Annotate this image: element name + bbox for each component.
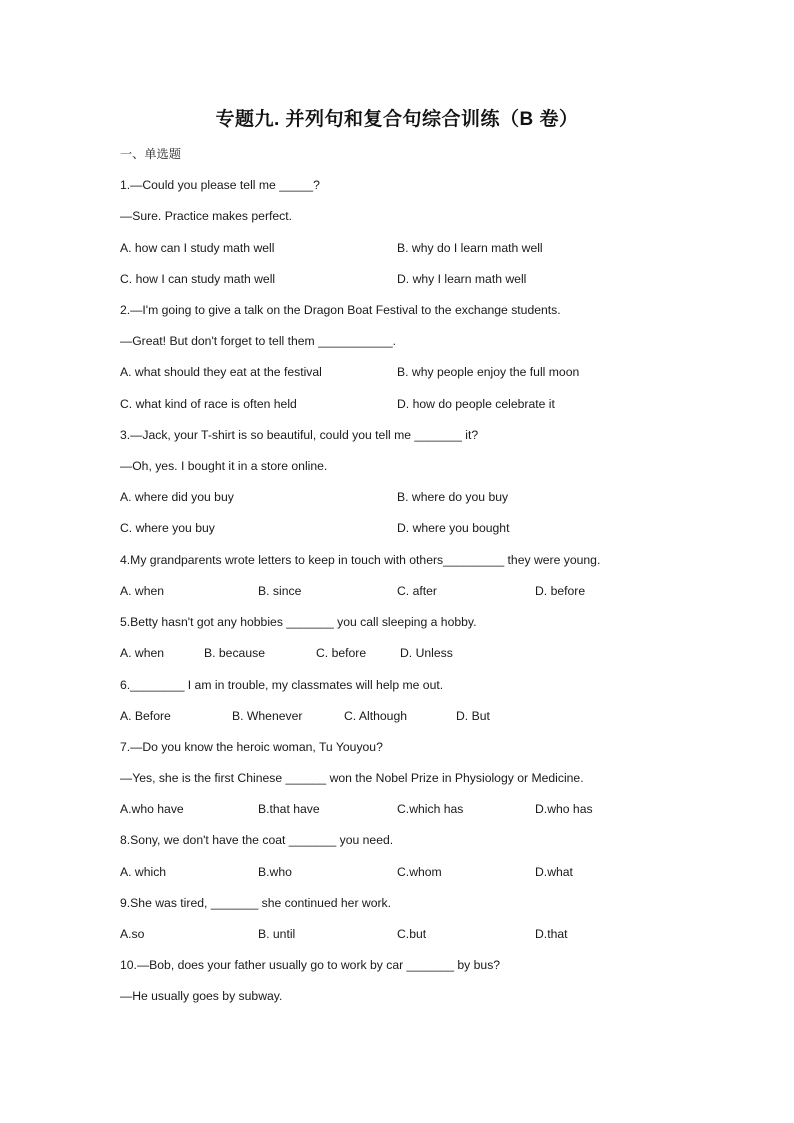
question-2-option-d[interactable]: D. how do people celebrate it bbox=[397, 397, 555, 411]
question-4-option-b[interactable]: B. since bbox=[258, 584, 302, 598]
page-title: 专题九. 并列句和复合句综合训练（B 卷） bbox=[215, 109, 579, 130]
question-6-option-b[interactable]: B. Whenever bbox=[232, 709, 303, 723]
question-6-stem: 6.________ I am in trouble, my classmates will help me out. bbox=[120, 678, 444, 692]
question-7-stem: 7.—Do you know the heroic woman, Tu Youyou? bbox=[120, 740, 383, 754]
question-9-option-a[interactable]: A.so bbox=[120, 927, 145, 941]
question-4-option-a[interactable]: A. when bbox=[120, 584, 165, 598]
question-8-option-d[interactable]: D.what bbox=[535, 865, 573, 879]
question-4-option-d[interactable]: D. before bbox=[535, 584, 586, 598]
question-3-option-b[interactable]: B. where do you buy bbox=[397, 490, 509, 504]
question-8-option-c[interactable]: C.whom bbox=[397, 865, 442, 879]
question-3-reply: —Oh, yes. I bought it in a store online. bbox=[120, 459, 328, 473]
question-8-option-b[interactable]: B.who bbox=[258, 865, 292, 879]
question-1-stem: 1.—Could you please tell me _____? bbox=[120, 178, 320, 192]
question-1-option-a[interactable]: A. how can I study math well bbox=[120, 241, 275, 255]
question-5-option-d[interactable]: D. Unless bbox=[400, 646, 453, 660]
question-2-reply: —Great! But don't forget to tell them ___________. bbox=[120, 334, 397, 348]
question-1-reply: —Sure. Practice makes perfect. bbox=[120, 209, 293, 223]
question-1-option-d[interactable]: D. why I learn math well bbox=[397, 272, 527, 286]
question-1-option-b[interactable]: B. why do I learn math well bbox=[397, 241, 543, 255]
question-9-option-c[interactable]: C.but bbox=[397, 927, 427, 941]
question-7-option-c[interactable]: C.which has bbox=[397, 802, 464, 816]
question-9-option-b[interactable]: B. until bbox=[258, 927, 296, 941]
question-1-option-c[interactable]: C. how I can study math well bbox=[120, 272, 276, 286]
question-8-stem: 8.Sony, we don't have the coat _______ you need. bbox=[120, 833, 394, 847]
question-7-option-b[interactable]: B.that have bbox=[258, 802, 320, 816]
question-2-stem: 2.—I'm going to give a talk on the Dragon Boat Festival to the exchange students. bbox=[120, 303, 561, 317]
question-9-option-d[interactable]: D.that bbox=[535, 927, 568, 941]
question-7-option-a[interactable]: A.who have bbox=[120, 802, 184, 816]
question-2-option-c[interactable]: C. what kind of race is often held bbox=[120, 397, 297, 411]
question-3-option-a[interactable]: A. where did you buy bbox=[120, 490, 234, 504]
question-5-option-a[interactable]: A. when bbox=[120, 646, 165, 660]
question-10-stem: 10.—Bob, does your father usually go to work by car _______ by bus? bbox=[120, 958, 501, 972]
question-7-reply: —Yes, she is the first Chinese ______ won the Nobel Prize in Physiology or Medicine. bbox=[120, 771, 584, 785]
question-4-option-c[interactable]: C. after bbox=[397, 584, 437, 598]
question-4-stem: 4.My grandparents wrote letters to keep in touch with others_________ they were young. bbox=[120, 553, 601, 567]
question-7-option-d[interactable]: D.who has bbox=[535, 802, 593, 816]
question-10-reply: —He usually goes by subway. bbox=[120, 989, 283, 1003]
question-2-option-a[interactable]: A. what should they eat at the festival bbox=[120, 365, 322, 379]
question-5-option-c[interactable]: C. before bbox=[316, 646, 367, 660]
question-9-stem: 9.She was tired, _______ she continued her work. bbox=[120, 896, 392, 910]
question-5-option-b[interactable]: B. because bbox=[204, 646, 265, 660]
question-6-option-d[interactable]: D. But bbox=[456, 709, 490, 723]
question-3-option-d[interactable]: D. where you bought bbox=[397, 521, 510, 535]
question-6-option-c[interactable]: C. Although bbox=[344, 709, 408, 723]
question-3-option-c[interactable]: C. where you buy bbox=[120, 521, 215, 535]
question-6-option-a[interactable]: A. Before bbox=[120, 709, 171, 723]
question-2-option-b[interactable]: B. why people enjoy the full moon bbox=[397, 365, 580, 379]
question-8-option-a[interactable]: A. which bbox=[120, 865, 167, 879]
question-5-stem: 5.Betty hasn't got any hobbies _______ you call sleeping a hobby. bbox=[120, 615, 477, 629]
section-heading: 一、单选题 bbox=[120, 147, 181, 161]
question-3-stem: 3.—Jack, your T-shirt is so beautiful, could you tell me _______ it? bbox=[120, 428, 479, 442]
